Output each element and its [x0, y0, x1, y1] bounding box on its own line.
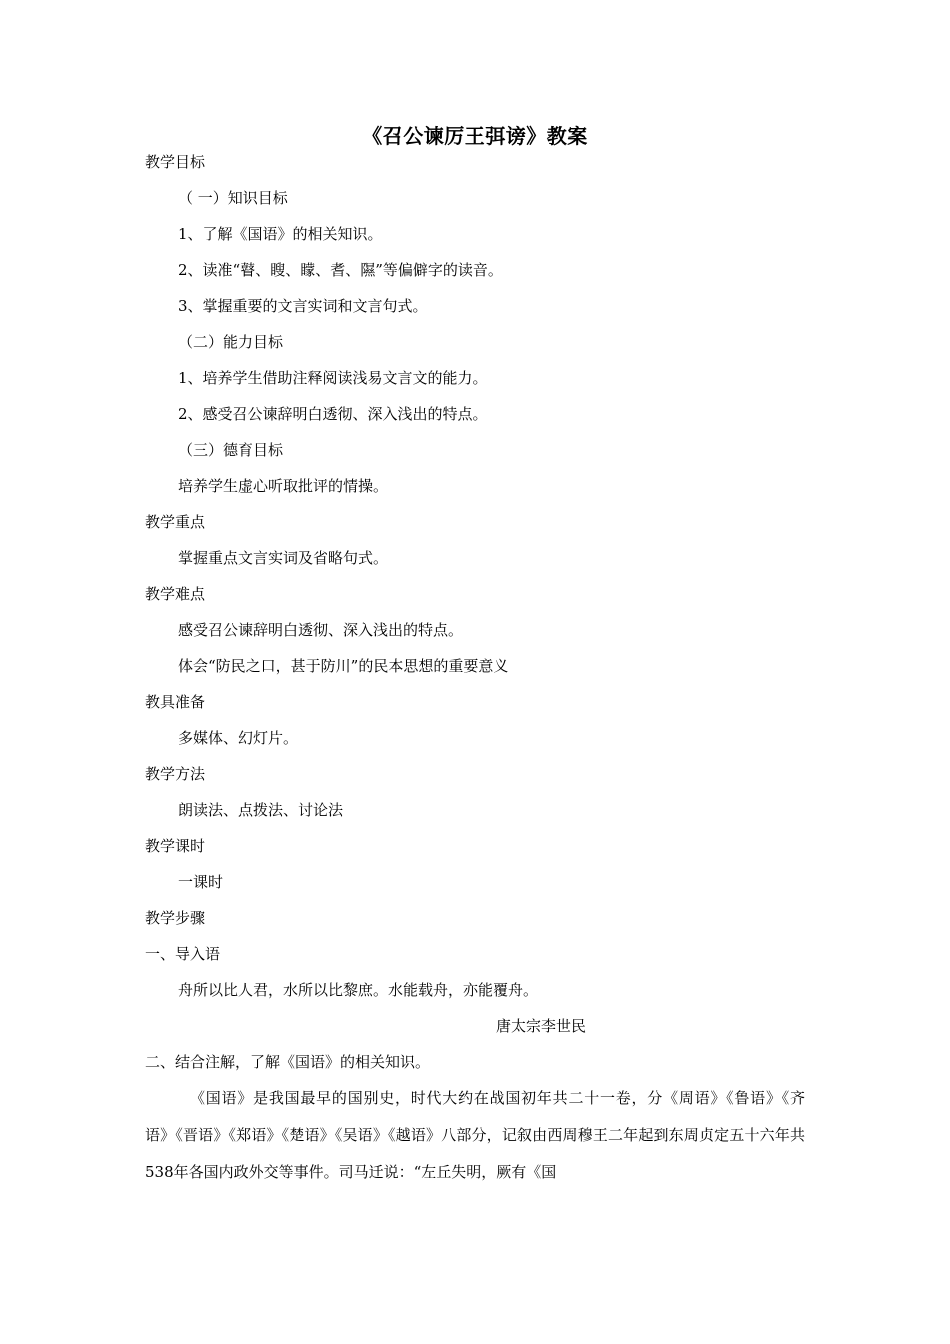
list-item: 2、读准“瞽、瞍、矇、耆、隰”等偏僻字的读音。: [178, 261, 503, 279]
section-heading-materials: 教具准备: [145, 693, 206, 711]
list-item: 一课时: [178, 873, 224, 891]
list-item: 掌握重点文言实词及省略句式。: [178, 549, 389, 567]
list-item: 感受召公谏辞明白透彻、深入浅出的特点。: [178, 621, 464, 639]
quote-text: 舟所以比人君，水所以比黎庶。水能载舟，亦能覆舟。: [178, 981, 539, 999]
step-heading-guoyu: 二、结合注解，了解《国语》的相关知识。: [145, 1053, 431, 1071]
section-heading-objectives: 教学目标: [145, 153, 206, 171]
list-item: 体会“防民之口，甚于防川”的民本思想的重要意义: [178, 657, 509, 675]
body-paragraph: 《国语》是我国最早的国别史，时代大约在战国初年共二十一卷，分《周语》《鲁语》《齐语》《晋语》《郑语》《楚语》《吴语》《越语》八部分，记叙由西周穆王二年起到东周贞定五十六年共538年各国内政外交等事件。司马迁说：“左丘失明，厥有《国: [145, 1089, 805, 1181]
list-item: 3、掌握重要的文言实词和文言句式。: [178, 297, 428, 315]
list-item: 2、感受召公谏辞明白透彻、深入浅出的特点。: [178, 405, 488, 423]
page-title: 《召公谏厉王弭谤》教案: [362, 124, 588, 148]
subheading-knowledge: （ 一）知识目标: [178, 189, 288, 207]
list-item: 多媒体、幻灯片。: [178, 729, 299, 747]
section-heading-difficulties: 教学难点: [145, 585, 206, 603]
section-heading-steps: 教学步骤: [145, 909, 206, 927]
section-heading-periods: 教学课时: [145, 837, 206, 855]
subheading-moral: （三）德育目标: [178, 441, 284, 459]
section-heading-key-points: 教学重点: [145, 513, 206, 531]
list-item: 朗读法、点拨法、讨论法: [178, 801, 344, 819]
step-heading-intro: 一、导入语: [145, 945, 221, 963]
subheading-ability: （二）能力目标: [178, 333, 284, 351]
list-item: 1、了解《国语》的相关知识。: [178, 225, 383, 243]
quote-attribution: 唐太宗李世民: [496, 1017, 587, 1035]
list-item: 1、培养学生借助注释阅读浅易文言文的能力。: [178, 369, 488, 387]
list-item: 培养学生虚心听取批评的情操。: [178, 477, 389, 495]
section-heading-methods: 教学方法: [145, 765, 206, 783]
